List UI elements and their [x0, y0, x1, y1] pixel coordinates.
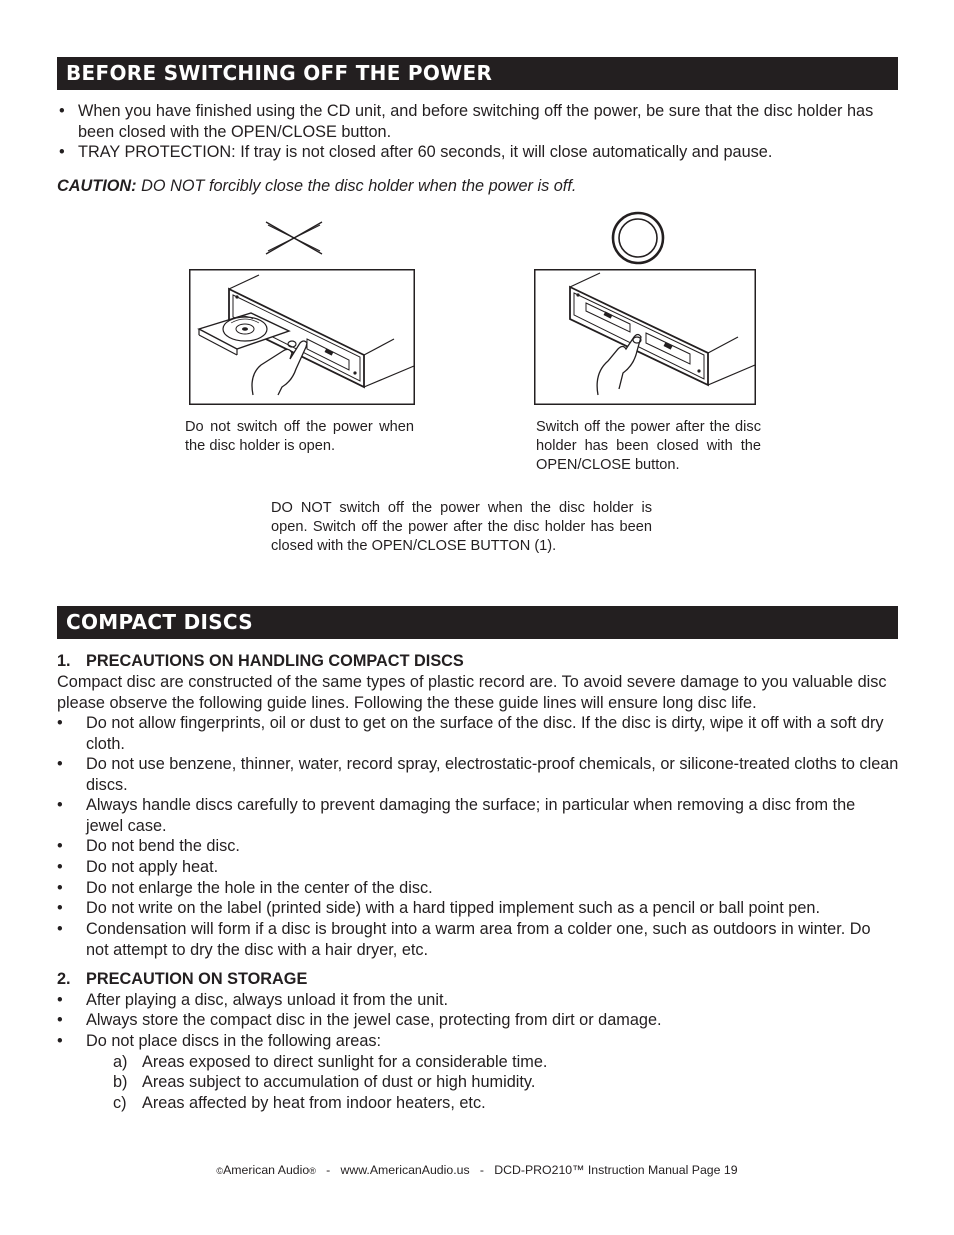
figure-caption-center: DO NOT switch off the power when the disc holder is open. Switch off the power after the disc holder has been closed with the OPEN/CLOSE BUTTON (1).	[271, 500, 652, 554]
bullet-dot: •	[57, 1032, 63, 1050]
list-item	[57, 1010, 899, 1031]
copyright-symbol: ©	[216, 1166, 224, 1176]
bullet-dot: •	[57, 920, 63, 938]
footer-separator: -	[326, 1163, 331, 1177]
bullet-dot: •	[57, 899, 63, 917]
bullet-dot: •	[57, 858, 63, 876]
section-header-before-switching-off: BEFORE SWITCHING OFF THE POWER	[57, 57, 898, 90]
subsection-number: 1.	[57, 652, 71, 670]
list-item-text: Do not apply heat.	[86, 858, 219, 876]
footer-separator: -	[479, 1163, 484, 1177]
list-item-text: When you have finished using the CD unit, and before switching off the power, be sure that the disc holder has been closed with the OPEN/CLOSE button.	[78, 102, 874, 141]
area-item	[113, 1052, 873, 1073]
bullet-dot: •	[57, 1011, 63, 1029]
list-item	[57, 795, 899, 836]
area-item	[113, 1072, 873, 1093]
bullet-dot: •	[57, 796, 63, 814]
list-item	[57, 754, 899, 795]
tray-open-illustration	[189, 269, 416, 406]
footer-url: www.AmericanAudio.us	[340, 1163, 470, 1177]
list-item	[57, 836, 899, 857]
list-item	[57, 878, 899, 899]
circle-mark-icon	[610, 210, 666, 266]
list-item-text: Always store the compact disc in the jewel case, protecting from dirt or damage.	[86, 1011, 662, 1029]
bullet-dot: •	[57, 837, 63, 855]
subsection-title-storage	[57, 969, 307, 989]
area-item	[113, 1093, 873, 1114]
tray-closed-illustration	[534, 269, 757, 406]
bullet-dot: •	[59, 143, 65, 161]
subsection-number: 2.	[57, 970, 71, 988]
handling-intro: Compact disc are constructed of the same types of plastic record are. To avoid severe damage to you valuable disc please observe the following guide lines. Following the these guide lines will ensure long disc life.	[57, 673, 887, 712]
bullet-dot: •	[57, 714, 63, 732]
list-item-text: Do not allow fingerprints, oil or dust to get on the surface of the disc. If the disc is dirty, wipe it off with a soft dry cloth.	[86, 714, 884, 753]
list-item-text: Do not place discs in the following areas:	[86, 1032, 382, 1050]
area-label: b)	[113, 1073, 128, 1091]
bullet-dot: •	[57, 755, 63, 773]
list-item	[57, 898, 899, 919]
area-label: a)	[113, 1053, 128, 1071]
list-item-text: TRAY PROTECTION: If tray is not closed after 60 seconds, it will close automatically and pause.	[78, 143, 773, 161]
list-item-text: Always handle discs carefully to prevent damaging the surface; in particular when removing a disc from the jewel case.	[86, 796, 856, 835]
subsection-title-text: PRECAUTION ON STORAGE	[86, 970, 308, 988]
subsection-title-handling	[57, 651, 464, 671]
list-item-text: After playing a disc, always unload it from the unit.	[86, 991, 448, 1009]
list-item	[59, 101, 898, 142]
bullet-dot: •	[57, 991, 63, 1009]
list-item-text: Do not bend the disc.	[86, 837, 240, 855]
area-text: Areas exposed to direct sunlight for a considerable time.	[142, 1053, 548, 1071]
bullet-dot: •	[59, 102, 65, 120]
list-item	[57, 713, 899, 754]
area-text: Areas affected by heat from indoor heaters, etc.	[142, 1094, 486, 1112]
footer-page-text: DCD-PRO210™ Instruction Manual Page 19	[494, 1163, 738, 1177]
list-item	[57, 857, 899, 878]
area-label: c)	[113, 1094, 127, 1112]
bullet-dot: •	[57, 879, 63, 897]
list-item	[57, 1031, 899, 1052]
list-item	[57, 990, 899, 1011]
list-item-text: Condensation will form if a disc is brought into a warm area from a colder one, such as outdoors in winter. Do not attempt to dry the disc with a hair dryer, etc.	[86, 920, 871, 959]
registered-symbol: ®	[309, 1166, 316, 1176]
caution-text: DO NOT forcibly close the disc holder when the power is off.	[136, 177, 577, 195]
cross-mark-icon	[262, 216, 326, 260]
list-item-text: Do not enlarge the hole in the center of the disc.	[86, 879, 433, 897]
caution-label: CAUTION:	[57, 177, 137, 195]
caution-note	[57, 176, 576, 196]
footer-brand: American Audio	[223, 1163, 310, 1177]
list-item-text: Do not use benzene, thinner, water, record spray, electrostatic-proof chemicals, or silicone-treated cloths to clean discs.	[86, 755, 899, 794]
page-footer	[0, 1162, 954, 1179]
area-text: Areas subject to accumulation of dust or high humidity.	[142, 1073, 536, 1091]
section-header-compact-discs: COMPACT DISCS	[57, 606, 898, 639]
list-item-text: Do not write on the label (printed side) with a hard tipped implement such as a pencil or ball point pen.	[86, 899, 820, 917]
list-item	[57, 919, 899, 960]
figure-caption-left: Do not switch off the power when the disc holder is open.	[185, 419, 414, 454]
subsection-title-text: PRECAUTIONS ON HANDLING COMPACT DISCS	[86, 652, 464, 670]
list-item	[59, 142, 898, 163]
figure-caption-right: Switch off the power after the disc holder has been closed with the OPEN/CLOSE button.	[536, 419, 761, 473]
